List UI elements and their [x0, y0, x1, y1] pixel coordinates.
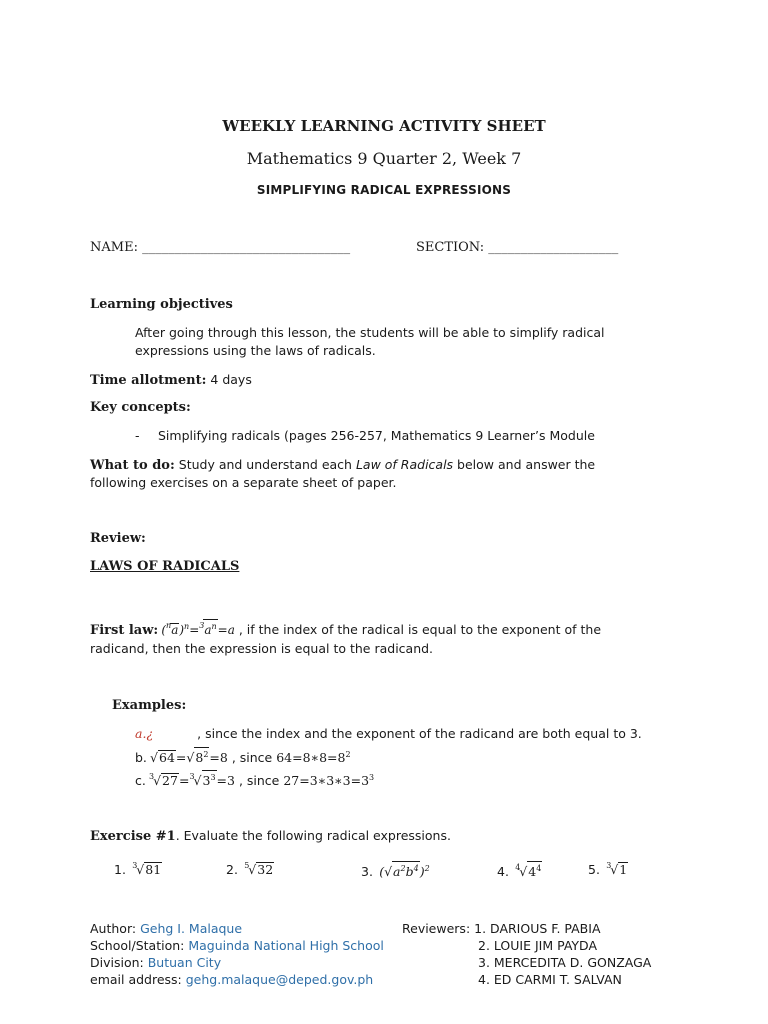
example-a-text: , since the index and the exponent of the radicand are both equal to 3. [197, 726, 642, 741]
objectives-heading: Learning objectives [90, 297, 233, 312]
division-name: Butuan City [147, 955, 222, 970]
section-field: SECTION: ____________________ [416, 240, 619, 255]
time-allotment [90, 372, 252, 388]
time-label: Time allotment: [90, 373, 207, 388]
school-name: Maguinda National High School [188, 938, 384, 953]
exercise-item-1: 1. $^3$√81 [114, 861, 162, 877]
first-law-label: First law: [90, 623, 159, 638]
first-law-line-2: radicand, then the expression is equal to the radicand. [90, 641, 434, 656]
exercise-label: Exercise #1 [90, 829, 176, 844]
example-b-label: b. [135, 750, 147, 766]
examples-heading: Examples: [112, 698, 187, 713]
time-value: 4 days [206, 372, 252, 387]
sheet-topic: SIMPLIFYING RADICAL EXPRESSIONS [256, 183, 512, 197]
example-a-glyph: ¿ [146, 726, 154, 741]
what-to-do-label: What to do: [90, 458, 175, 473]
what-to-do-text-b: below and answer the [453, 457, 596, 472]
key-concepts-item: Simplifying radicals (pages 256-257, Mathematics 9 Learner’s Module [158, 428, 595, 443]
exercise-text: . Evaluate the following radical expressions. [175, 828, 451, 843]
first-law-formula: $(^na)^n=^3a^n=a$ [161, 621, 235, 637]
exercise-item-4: 4. $^4√4^4$ [497, 861, 542, 880]
example-b-since: , since [227, 750, 277, 766]
laws-heading: LAWS OF RADICALS [90, 559, 240, 574]
example-a-label: a. [135, 726, 147, 741]
example-c-label: c. [135, 773, 146, 789]
footer-author: Author: Gehg I. Malaque [90, 921, 243, 936]
key-concepts-bullet: - [135, 428, 140, 443]
exercise-item-2: 2. $^5$√32 [226, 861, 274, 877]
reviewer-2: 2. LOUIE JIM PAYDA [478, 938, 598, 953]
reviewer-4: 4. ED CARMI T. SALVAN [478, 972, 622, 987]
example-b: b. $√64=√8^2=8$ , since $64=8∗8=8^2$ [135, 747, 351, 766]
what-to-do-line-2: following exercises on a separate sheet of paper. [90, 475, 397, 490]
sheet-title: WEEKLY LEARNING ACTIVITY SHEET [222, 117, 546, 135]
example-c: c. $^3√27=^3√3^3=3$ , since $27=3∗3∗3=3^3$ [135, 770, 374, 789]
name-field: NAME: ________________________________ [90, 240, 351, 255]
exercise-item-3: 3. $(√a^2b^4)^2$ [361, 861, 430, 880]
reviewers-line-1: Reviewers: 1. DARIOUS F. PABIA [402, 921, 601, 936]
sheet-subtitle: Mathematics 9 Quarter 2, Week 7 [246, 149, 522, 168]
review-heading: Review: [90, 531, 146, 546]
what-to-do-line-1 [90, 457, 595, 473]
what-to-do-italic: Law of Radicals [355, 457, 454, 472]
key-concepts-heading: Key concepts: [90, 400, 191, 415]
example-c-since: , since [234, 773, 284, 789]
first-law-text-1: , if the index of the radical is equal to the exponent of the [234, 622, 602, 637]
footer-division: Division: Butuan City [90, 955, 222, 970]
email-link[interactable]: gehg.malaque@deped.gov.ph [185, 972, 374, 987]
what-to-do-text: Study and understand each [174, 457, 356, 472]
exercise-item-5: 5. $^3$√1 [588, 861, 628, 877]
exercise-heading [90, 828, 451, 844]
first-law-line-1 [90, 619, 601, 638]
objectives-line-1: After going through this lesson, the students will be able to simplify radical [135, 325, 605, 340]
reviewer-3: 3. MERCEDITA D. GONZAGA [478, 955, 652, 970]
author-name: Gehg I. Malaque [140, 921, 243, 936]
objectives-line-2: expressions using the laws of radicals. [135, 343, 376, 358]
footer-school: School/Station: Maguinda National High School [90, 938, 384, 953]
example-a [135, 726, 642, 742]
footer-email: email address: gehg.malaque@deped.gov.ph [90, 972, 374, 987]
